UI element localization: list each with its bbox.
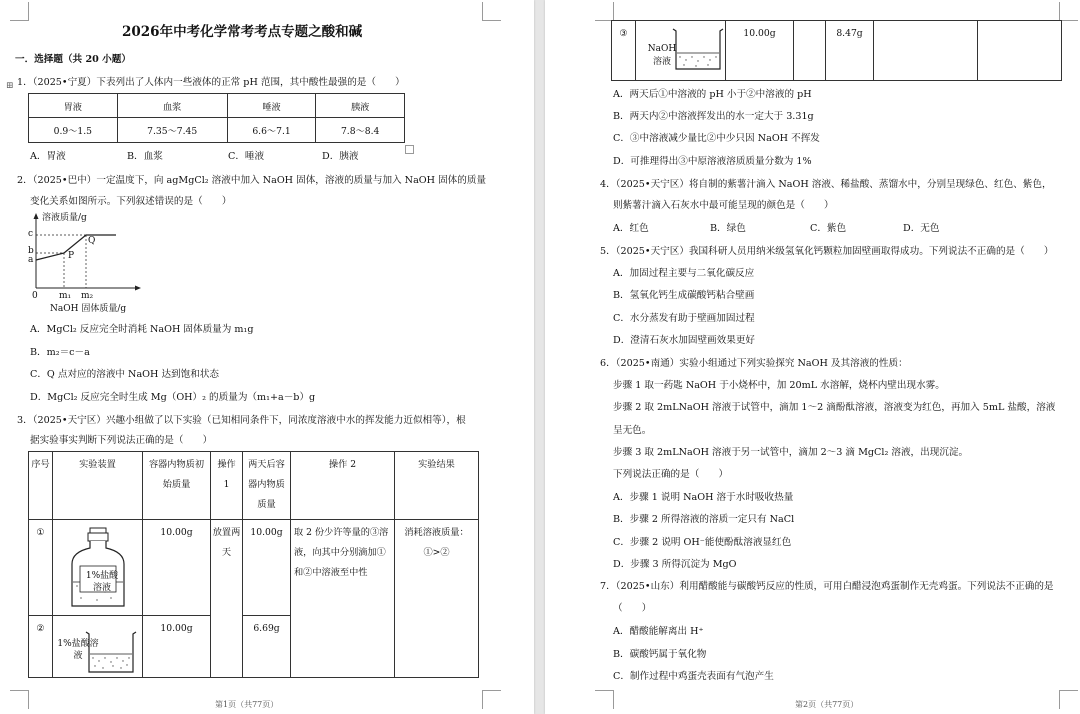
- q5-option-a: A．加固过程主要与二氧化碳反应: [613, 268, 755, 279]
- graph-tick-m2: m₂: [81, 291, 94, 301]
- graph-point-p: P: [68, 251, 75, 261]
- question-2-stem-line2: 变化关系如图所示。下列叙述错误的是（ ）: [30, 196, 232, 207]
- exp-result: 消耗溶液质量：①>②: [395, 520, 479, 678]
- ph-table-header: 血浆: [117, 94, 227, 118]
- y-axis-arrow-icon: [34, 213, 39, 219]
- exp-row1-initial-mass: 10.00g: [143, 520, 211, 616]
- q5-option-d: D．澄清石灰水加固壁画效果更好: [613, 335, 756, 346]
- exp-op1: 放置两天: [211, 520, 243, 678]
- bottle-label: 1%盐酸溶液: [85, 571, 119, 593]
- mass-graph: [22, 210, 152, 318]
- crop-mark: [10, 2, 29, 21]
- exp-row3-op2: [874, 21, 978, 81]
- crop-mark: [482, 690, 501, 709]
- question-1-stem: 1．（2025•宁夏）下表列出了人体内一些液体的正常 pH 范围，其中酸性最强的是（ ）: [17, 77, 405, 88]
- q1-option-d: D．胰液: [322, 151, 359, 162]
- ph-table-cell: 7.8～8.4: [316, 118, 405, 143]
- page-1: [0, 0, 534, 714]
- q7-option-a: A．醋酸能解离出 H⁺: [613, 626, 704, 637]
- crop-mark: [1059, 690, 1078, 709]
- q2-option-a: A．MgCl₂ 反应完全时消耗 NaOH 固体质量为 m₁g: [30, 324, 254, 335]
- curve-segment-1: [36, 253, 64, 260]
- graph-tick-a: a: [28, 255, 34, 265]
- stoppered-bottle-icon: [66, 526, 130, 610]
- q6-step-3: 步骤 3 取 2mLNaOH 溶液于另一试管中，滴加 2～3 滴 MgCl₂ 溶液，出现沉淀。: [613, 447, 969, 458]
- q4-option-a: A．红色: [613, 223, 649, 234]
- crop-mark: [482, 2, 501, 21]
- exp-row2-no: ②: [29, 616, 53, 678]
- ph-table-header: 胰液: [316, 94, 405, 118]
- graph-origin: 0: [32, 291, 38, 301]
- exp-row1-no: ①: [29, 520, 53, 616]
- q3-option-a: A．两天后①中溶液的 pH 小于②中溶液的 pH: [613, 89, 812, 100]
- exp-header-after-mass: 两天后容器内物质质量: [243, 452, 291, 520]
- exp-header-apparatus: 实验装置: [53, 452, 143, 520]
- exp-row2-after-mass: 6.69g: [243, 616, 291, 678]
- graph-x-label: NaOH 固体质量/g: [50, 304, 127, 314]
- question-3-stem-line1: 3．（2025•天宁区）兴趣小组做了以下实验（已知相同条件下，同浓度溶液中水的挥发能力近似相等），根: [17, 415, 466, 426]
- ph-table-header: 胃液: [29, 94, 118, 118]
- q7-option-c: C．制作过程中鸡蛋壳表面有气泡产生: [613, 671, 774, 682]
- table-move-handle-icon[interactable]: ⊞: [6, 81, 14, 91]
- q5-option-b: B．氢氧化钙生成碳酸钙粘合壁画: [613, 290, 755, 301]
- question-4-stem-line2: 则紫薯汁滴入石灰水中最可能呈现的颜色是（ ）: [613, 200, 834, 211]
- exp-row3-op1: [794, 21, 826, 81]
- graph-point-q: Q: [88, 236, 96, 246]
- question-2-stem-line1: 2．（2025•巴中）一定温度下，向 agMgCl₂ 溶液中加入 NaOH 固体，溶液的质量与加入 NaOH 固体的质量: [17, 175, 487, 186]
- q6-step-1: 步骤 1 取一药匙 NaOH 于小烧杯中，加 20mL 水溶解，烧杯内壁出现水雾。: [613, 380, 945, 391]
- q2-option-c: C．Q 点对应的溶液中 NaOH 达到饱和状态: [30, 369, 220, 380]
- question-5-stem: 5．（2025•天宁区）我国科研人员用纳米级氢氧化钙颗粒加固壁画取得成功。下列说法不正确的是（ ）: [600, 246, 1054, 257]
- q3-option-c: C．③中溶液减少量比②中少只因 NaOH 不挥发: [613, 133, 820, 144]
- exp-header-op2: 操作 2: [291, 452, 395, 520]
- page-1-footer: 第1页（共77页）: [215, 700, 279, 709]
- q5-option-c: C．水分蒸发有助于壁画加固过程: [613, 313, 755, 324]
- graph-tick-m1: m₁: [59, 291, 72, 301]
- exp-header-op1: 操作 1: [211, 452, 243, 520]
- exp-row3-apparatus: [636, 21, 726, 81]
- crop-mark: [1059, 2, 1078, 21]
- question-4-stem-line1: 4．（2025•天宁区）将自制的紫薯汁滴入 NaOH 溶液、稀盐酸、蒸馏水中，分别呈现绿色、红色、紫色，: [600, 179, 1052, 190]
- page-2: [545, 0, 1080, 714]
- graph-tick-b: b: [28, 246, 34, 256]
- exp-row2-apparatus: [53, 616, 143, 678]
- crop-mark: [595, 2, 614, 21]
- section-heading: 一．选择题（共 20 小题）: [15, 54, 131, 65]
- crop-mark: [595, 690, 614, 709]
- document-title: 2026年中考化学常考考点专题之酸和碱: [122, 24, 363, 40]
- q2-option-b: B．m₂＝c－a: [30, 347, 90, 358]
- q1-option-b: B．血浆: [127, 151, 163, 162]
- exp-row1-apparatus: [53, 520, 143, 616]
- exp-row3-after-mass: 8.47g: [826, 21, 874, 81]
- q3-option-d: D．可推理得出③中原溶液溶质质量分数为 1%: [613, 156, 812, 167]
- ph-table: [28, 93, 405, 143]
- page-2-footer: 第2页（共77页）: [795, 700, 859, 709]
- q1-option-a: A．胃液: [30, 151, 66, 162]
- q6-option-b: B．步骤 2 所得溶液的溶质一定只有 NaCl: [613, 514, 795, 525]
- question-3-stem-line2: 据实验事实判断下列说法正确的是（ ）: [30, 435, 213, 446]
- question-7-stem-line1: 7．（2025•山东）利用醋酸能与碳酸钙反应的性质，可用白醋浸泡鸡蛋制作无壳鸡蛋。下列说法不正确的是: [600, 581, 1054, 592]
- ph-table-cell: 7.35～7.45: [117, 118, 227, 143]
- q6-option-c: C．步骤 2 说明 OH⁻能使酚酞溶液显红色: [613, 537, 792, 548]
- ph-table-cell: 6.6～7.1: [227, 118, 316, 143]
- exp-header-no: 序号: [29, 452, 53, 520]
- experiment-table: [28, 451, 479, 678]
- q6-step-2-line1: 步骤 2 取 2mLNaOH 溶液于试管中，滴加 1～2 滴酚酞溶液，溶液变为红色，再加入 5mL 盐酸，溶液: [613, 402, 1056, 413]
- exp-op2: 取 2 份少许等量的③溶液，向其中分别滴加①和②中溶液至中性: [291, 520, 395, 678]
- x-axis-arrow-icon: [135, 286, 141, 291]
- exp-row3-initial-mass: 10.00g: [726, 21, 794, 81]
- exp-row3-no: ③: [612, 21, 636, 81]
- graph-y-label: 溶液质量/g: [42, 213, 87, 223]
- ph-table-header: 唾液: [227, 94, 316, 118]
- experiment-table-continued: [611, 20, 1062, 81]
- q7-option-b: B．碳酸钙属于氧化物: [613, 649, 707, 660]
- q6-step-2-line2: 呈无色。: [613, 425, 652, 436]
- crop-mark: [10, 690, 29, 709]
- question-6-stem: 6．（2025•南通）实验小组通过下列实验探究 NaOH 及其溶液的性质：: [600, 358, 908, 369]
- exp-header-initial-mass: 容器内物质初始质量: [143, 452, 211, 520]
- q2-option-d: D．MgCl₂ 反应完全时生成 Mg（OH）₂ 的质量为（m₁+a－b）g: [30, 392, 316, 403]
- beaker-label-naoh: NaOH溶液: [647, 44, 677, 67]
- q4-option-d: D．无色: [903, 223, 940, 234]
- graph-tick-c: c: [28, 229, 34, 239]
- q6-option-d: D．步骤 3 所得沉淀为 MgO: [613, 559, 737, 570]
- q4-option-b: B．绿色: [710, 223, 746, 234]
- q4-option-c: C．紫色: [810, 223, 847, 234]
- ph-table-cell: 0.9～1.5: [29, 118, 118, 143]
- exp-header-result: 实验结果: [395, 452, 479, 520]
- question-7-stem-line2: （ ）: [613, 603, 652, 614]
- q1-option-c: C．唾液: [228, 151, 265, 162]
- q3-option-b: B．两天内②中溶液挥发出的水一定大于 3.31g: [613, 111, 814, 122]
- table-resize-handle[interactable]: [405, 145, 414, 154]
- q6-option-a: A．步骤 1 说明 NaOH 溶于水时吸收热量: [613, 492, 794, 503]
- q6-ask: 下列说法正确的是（ ）: [613, 469, 729, 480]
- exp-row3-result: [978, 21, 1062, 81]
- exp-row1-after-mass: 10.00g: [243, 520, 291, 616]
- exp-row2-initial-mass: 10.00g: [143, 616, 211, 678]
- beaker-label: 1%盐酸溶液: [57, 639, 99, 661]
